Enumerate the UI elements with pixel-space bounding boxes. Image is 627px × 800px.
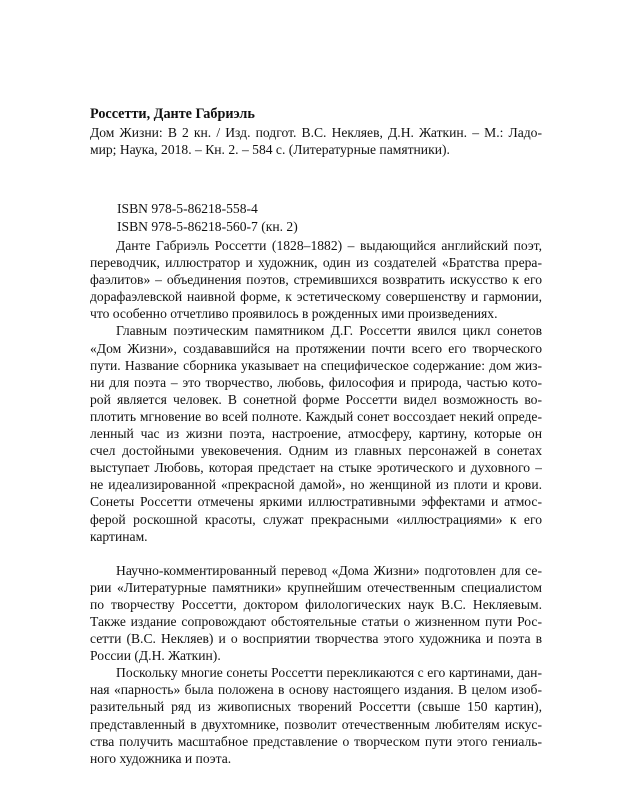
text-line: счел достойными увековечения. Одним из главных персонажей в сонетах [90, 443, 542, 459]
text-line: картинам. [90, 528, 148, 544]
author-heading: Россетти, Данте Габриэль [90, 106, 255, 122]
paragraph-4 [90, 664, 542, 767]
annotation-text [90, 237, 542, 767]
text-line: по творчеству Россетти, доктором филологических наук В.С. Некляевым. [90, 596, 542, 612]
text-line: пути. Название сборника указывает на специфическое содержание: дом жиз- [90, 357, 542, 373]
text-line: ни для поэта – это творчество, любовь, философия и природа, частью кото- [90, 374, 542, 390]
text-line: рии «Литературные памятники» крупнейшим отечественным специалистом [90, 579, 542, 595]
text-line: ленный час из жизни поэта, настроение, атмосферу, картину, которые он [90, 426, 542, 442]
text-line: Также издание сопровождают обстоятельные статьи о жизненном пути Рос- [90, 613, 542, 629]
text-line: Научно-комментированный перевод «Дома Жизни» подготовлен для се- [116, 562, 542, 578]
bib-line: Дом Жизни: В 2 кн. / Изд. подгот. В.С. Некляев, Д.Н. Жаткин. – М.: Ладо- [90, 125, 542, 140]
isbn-line: ISBN 978-5-86218-558-4 [117, 201, 258, 216]
isbn-line: ISBN 978-5-86218-560-7 (кн. 2) [117, 218, 298, 234]
text-line: ная «парность» была положена в основу настоящего издания. В целом изоб- [90, 682, 542, 698]
bibliographic-entry [90, 124, 542, 158]
text-line: России (Д.Н. Жаткин). [90, 648, 221, 664]
paragraph-3 [90, 562, 542, 665]
paragraph-2 [90, 322, 542, 544]
text-line: сетти (В.С. Некляев) и о восприятии творчества этого художника и поэта в [90, 631, 542, 647]
text-line: дорафаэлевской наивной форме, к эстетическому совершенству и гармонии, [90, 289, 542, 305]
text-line: Сонеты Россетти отмечены яркими иллюстративными эффектами и атмос- [90, 494, 542, 510]
text-line: ферой роскошной красоты, служат прекрасными «иллюстрациями» к его [90, 511, 542, 527]
text-line: что особенно отчетливо проявилось в рожденных ими произведениях. [90, 306, 498, 322]
text-line: Поскольку многие сонеты Россетти перекликаются с его картинами, дан- [116, 665, 542, 681]
text-line: Данте Габриэль Россетти (1828–1882) – выдающийся английский поэт, [116, 238, 542, 253]
text-line: выступает Любовь, которая предстает на стыке эротического и духовного – [90, 460, 542, 476]
text-line: Главным поэтическим памятником Д.Г. Россетти явился цикл сонетов [116, 323, 542, 339]
text-line: представленный в двухтомнике, позволит отечественным любителям искус- [90, 716, 542, 732]
text-line: фаэлитов» – объединения поэтов, стремившихся возвратить искусство к его [90, 272, 542, 288]
text-line: разительный ряд из живописных творений Россетти (свыше 150 картин), [90, 699, 542, 715]
text-line: не идеализированной «прекрасной дамой», но женщиной из плоти и крови. [90, 477, 542, 493]
text-line: «Дом Жизни», создававшийся на протяжении почти всего его творческого [90, 340, 542, 356]
paragraph-1 [90, 237, 542, 322]
text-line: переводчик, иллюстратор и художник, один из создателей «Братства прера- [90, 255, 542, 271]
text-line: ства получить масштабное представление о творческом пути этого гениаль- [90, 733, 542, 749]
isbn-block [117, 200, 537, 235]
text-line: ного художника и поэта. [90, 750, 232, 766]
bib-line: мир; Наука, 2018. – Кн. 2. – 584 с. (Литературные памятники). [90, 142, 450, 158]
text-line: плотить мгновение во всей полноте. Каждый сонет воссоздает некий опреде- [90, 408, 542, 424]
text-line: рой является человек. В сонетной форме Россетти видел возможность во- [90, 391, 542, 407]
